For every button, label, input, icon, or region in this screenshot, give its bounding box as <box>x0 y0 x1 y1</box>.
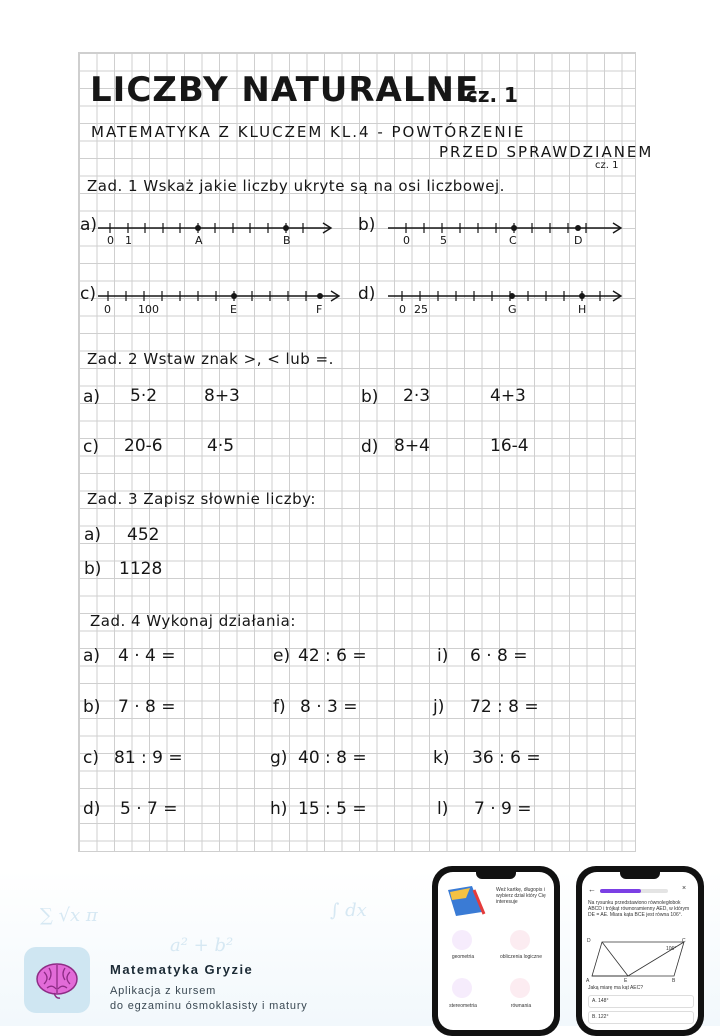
task2-letter-b: b) <box>361 387 379 407</box>
task1-letter-d: d) <box>358 284 376 304</box>
geometry-icon <box>452 930 472 950</box>
phone-left-intro: Weź kartkę, długopis i wybierz dział który Cię interesuje <box>496 887 546 905</box>
nl-d-label-H: H <box>578 303 587 316</box>
task4-letter-l: l) <box>437 799 449 819</box>
task2-c-left: 20-6 <box>124 436 163 456</box>
task3-a-value: 452 <box>127 525 160 545</box>
task3-b-value: 1128 <box>119 559 163 579</box>
task4-expr-a: 4 · 4 = <box>118 646 176 666</box>
phone-left-screen <box>438 872 554 1030</box>
task2-b-right: 4+3 <box>490 386 526 406</box>
close-icon[interactable]: × <box>682 885 687 892</box>
task4-expr-i: 6 · 8 = <box>470 646 528 666</box>
task1-letter-a: a) <box>80 215 98 235</box>
ruler-icon <box>446 884 486 918</box>
phone-cat-1[interactable]: geometria <box>451 954 475 960</box>
task4-letter-k: k) <box>433 748 450 768</box>
progress-fill <box>600 889 641 893</box>
parallelogram-figure <box>588 938 692 980</box>
decor-formula-2: a² + b² <box>170 935 234 956</box>
phone-notch <box>476 872 516 879</box>
task1-heading: Zad. 1 Wskaż jakie liczby ukryte są na osi liczbowej. <box>87 177 505 195</box>
task4-letter-j: j) <box>433 697 445 717</box>
task2-letter-c: c) <box>83 437 99 457</box>
vertex-a: A <box>586 978 590 984</box>
task2-letter-d: d) <box>361 437 379 457</box>
nl-a-label-B: B <box>283 234 291 247</box>
phone-cat-3[interactable]: stereometria <box>449 1003 477 1009</box>
task4-letter-b: b) <box>83 697 101 717</box>
nl-a-label-1: 1 <box>125 234 132 247</box>
nl-d-label-0: 0 <box>399 303 406 316</box>
brand-name: Matematyka Gryzie <box>110 962 254 977</box>
task4-heading: Zad. 4 Wykonaj działania: <box>90 612 296 630</box>
number-line-c <box>98 286 348 306</box>
back-arrow-icon[interactable]: ← <box>588 885 596 894</box>
task4-expr-l: 7 · 9 = <box>474 799 532 819</box>
task4-expr-f: 8 · 3 = <box>300 697 358 717</box>
task1-letter-b: b) <box>358 215 376 235</box>
phone-right-question: Na rysunku przedstawiono równoległobok ABCD i trójkąt równoramienny AED, w którym DE = AE. Miara kąta BCE jest równa 106°. <box>588 900 690 918</box>
vertex-b: B <box>672 978 676 984</box>
vertex-d: D <box>587 938 591 944</box>
nl-d-label-25: 25 <box>414 303 428 316</box>
phone-cat-2[interactable]: obliczenia logiczne <box>500 954 542 960</box>
decor-formula-3: ∫ dx <box>330 900 367 921</box>
answer-option-b[interactable]: B. 122° <box>588 1011 694 1024</box>
nl-c-label-E: E <box>230 303 237 316</box>
nl-c-label-F: F <box>316 303 323 316</box>
task4-letter-g: g) <box>270 748 288 768</box>
task1-letter-c: c) <box>80 284 96 304</box>
nl-b-label-0: 0 <box>403 234 410 247</box>
phone-mockup-right <box>576 866 704 1036</box>
task4-letter-f: f) <box>273 697 286 717</box>
tagline-2: do egzaminu ósmoklasisty i matury <box>110 1000 308 1012</box>
phone-notch-right <box>620 872 660 879</box>
nl-c-label-100: 100 <box>138 303 159 316</box>
task4-expr-b: 7 · 8 = <box>118 697 176 717</box>
nl-a-label-A: A <box>195 234 203 247</box>
task4-letter-e: e) <box>273 646 291 666</box>
task2-heading: Zad. 2 Wstaw znak >, < lub =. <box>87 350 334 368</box>
task2-a-right: 8+3 <box>204 386 240 406</box>
app-logo[interactable] <box>24 947 90 1013</box>
task4-expr-g: 40 : 8 = <box>298 748 367 768</box>
task2-b-left: 2·3 <box>403 386 431 406</box>
task4-expr-j: 72 : 8 = <box>470 697 539 717</box>
logic-icon <box>510 930 530 950</box>
task4-expr-d: 5 · 7 = <box>120 799 178 819</box>
task3-letter-a: a) <box>84 525 102 545</box>
vertex-c: C <box>682 938 686 944</box>
task4-letter-i: i) <box>437 646 449 666</box>
task2-letter-a: a) <box>83 387 101 407</box>
tagline-1: Aplikacja z kursem <box>110 985 217 997</box>
phone-cat-4[interactable]: równania <box>510 1003 532 1009</box>
decor-formula-1: ∑ √x π <box>40 905 98 926</box>
phone-mockup-left <box>432 866 560 1036</box>
task4-expr-e: 42 : 6 = <box>298 646 367 666</box>
task4-letter-d: d) <box>83 799 101 819</box>
task2-d-right: 16-4 <box>490 436 529 456</box>
nl-d-label-G: G <box>508 303 517 316</box>
task4-expr-k: 36 : 6 = <box>472 748 541 768</box>
task3-letter-b: b) <box>84 559 102 579</box>
task2-a-left: 5·2 <box>130 386 158 406</box>
nl-b-label-C: C <box>509 234 517 247</box>
answer-option-a[interactable]: A. 148° <box>588 995 694 1008</box>
task2-d-left: 8+4 <box>394 436 430 456</box>
nl-c-label-0: 0 <box>104 303 111 316</box>
task4-letter-c: c) <box>83 748 99 768</box>
worksheet-title: LICZBY NATURALNE <box>90 70 480 110</box>
subtitle-line-2: PRZED SPRAWDZIANEM <box>439 143 654 161</box>
nl-b-label-D: D <box>574 234 583 247</box>
task4-expr-c: 81 : 9 = <box>114 748 183 768</box>
progress-bar <box>600 889 668 893</box>
vertex-e: E <box>624 978 628 984</box>
equations-icon <box>510 978 530 998</box>
nl-a-label-0: 0 <box>107 234 114 247</box>
number-line-a <box>98 218 338 238</box>
brain-icon <box>34 960 80 1000</box>
subtitle-line-1: MATEMATYKA Z KLUCZEM KL.4 - POWTÓRZENIE <box>91 123 526 141</box>
phone-right-prompt: Jaką miarę ma kąt AEC? <box>588 985 644 991</box>
number-line-b <box>388 218 628 238</box>
subtitle-part: cz. 1 <box>595 160 619 171</box>
phone-right-screen <box>582 872 698 1030</box>
task2-c-right: 4·5 <box>207 436 235 456</box>
nl-b-label-5: 5 <box>440 234 447 247</box>
title-part: cz. 1 <box>466 83 518 107</box>
task3-heading: Zad. 3 Zapisz słownie liczby: <box>87 490 316 508</box>
angle-label: 106° <box>666 946 677 952</box>
task4-expr-h: 15 : 5 = <box>298 799 367 819</box>
stereometry-icon <box>452 978 472 998</box>
task4-letter-a: a) <box>83 646 101 666</box>
task4-letter-h: h) <box>270 799 288 819</box>
